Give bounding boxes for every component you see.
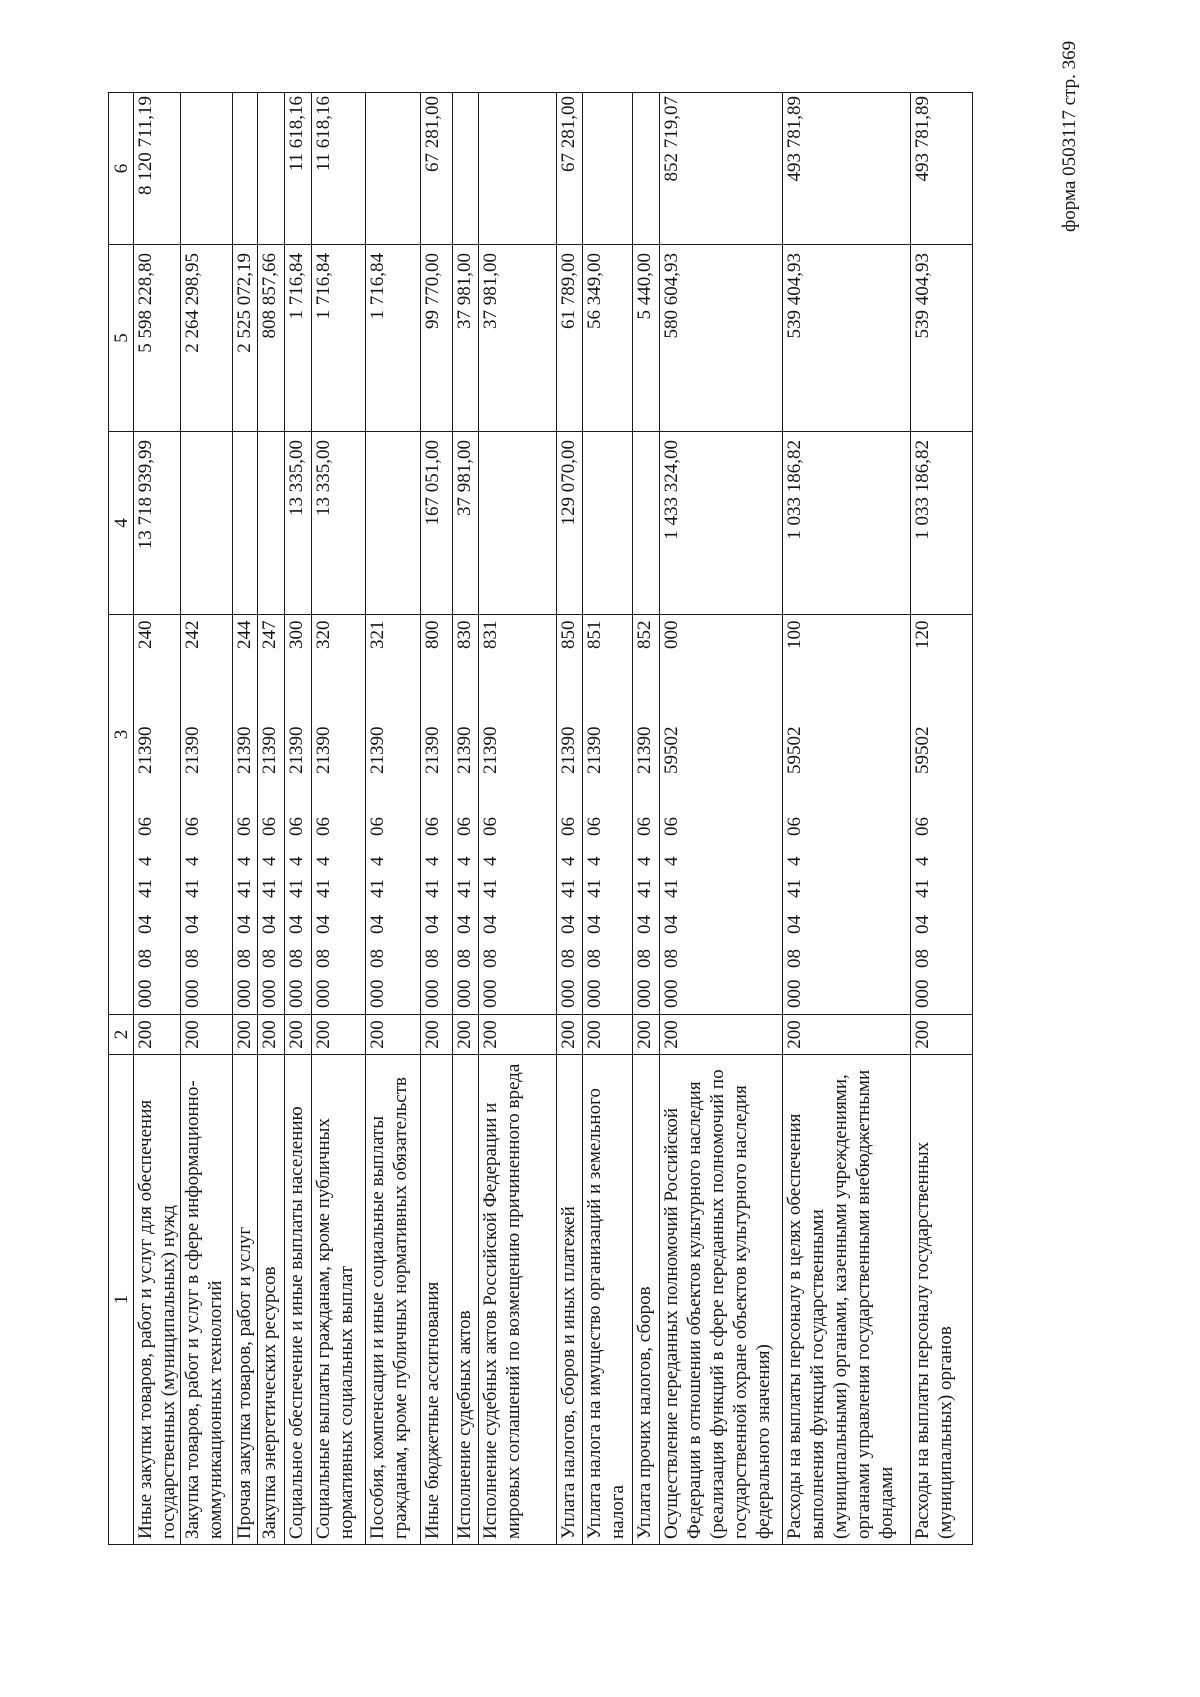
budget-code-part: 41 xyxy=(286,879,307,898)
line-code-cell: 200 xyxy=(366,1015,421,1055)
budget-code-part: 04 xyxy=(135,915,156,934)
col5-amount-cell: 580 604,93 xyxy=(660,245,783,432)
budget-code-part: 41 xyxy=(182,879,203,898)
budget-code-part: 000 xyxy=(558,979,579,1008)
budget-code-part: 21390 xyxy=(454,726,475,774)
col5-amount-cell: 808 857,66 xyxy=(258,245,285,432)
col4-amount-cell xyxy=(233,432,258,615)
col4-amount-cell xyxy=(258,432,285,615)
budget-code-part: 21390 xyxy=(367,726,388,774)
budget-code-part: 04 xyxy=(454,915,475,934)
line-code-cell: 200 xyxy=(181,1015,233,1055)
budget-code-part: 000 xyxy=(454,979,475,1008)
row-name-line: Закупка товаров, работ и услуг в сфере информационно- xyxy=(182,1080,203,1539)
column-number-row xyxy=(109,93,134,1545)
table-row xyxy=(233,93,258,1545)
line-code-cell: 200 xyxy=(258,1015,285,1055)
col5-amount-cell: 2 264 298,95 xyxy=(181,245,233,432)
col5-amount-cell: 1 716,84 xyxy=(285,245,312,432)
budget-code-part: 000 xyxy=(422,979,443,1008)
budget-code-part: 41 xyxy=(584,879,605,898)
budget-code-part: 06 xyxy=(367,817,388,836)
budget-code-part: 06 xyxy=(661,817,682,836)
col6-amount-cell: 67 281,00 xyxy=(557,93,583,245)
budget-code-part: 59502 xyxy=(912,726,933,774)
budget-code-part: 04 xyxy=(422,915,443,934)
col6-amount-cell xyxy=(181,93,233,245)
col4-amount-cell: 1 433 324,00 xyxy=(660,432,783,615)
table-row xyxy=(258,93,285,1545)
budget-code-part: 21390 xyxy=(422,726,443,774)
budget-code-part: 06 xyxy=(422,817,443,836)
budget-code-part: 08 xyxy=(480,949,501,968)
budget-code-part: 04 xyxy=(584,915,605,934)
row-name-line: налога xyxy=(607,1485,628,1539)
line-code-cell: 200 xyxy=(312,1015,366,1055)
col6-amount-cell: 11 618,16 xyxy=(312,93,366,245)
budget-code-cell xyxy=(181,615,233,1015)
table-row xyxy=(583,93,633,1545)
col6-amount-cell: 493 781,89 xyxy=(783,93,911,245)
budget-code-part: 08 xyxy=(558,949,579,968)
col5-amount-cell: 99 770,00 xyxy=(421,245,453,432)
budget-code-cell xyxy=(134,615,181,1015)
budget-code-part: 4 xyxy=(454,856,475,866)
budget-code-cell xyxy=(783,615,911,1015)
row-name-cell xyxy=(660,1055,783,1545)
row-name-cell xyxy=(421,1055,453,1545)
col4-amount-cell xyxy=(583,432,633,615)
budget-code-part: 4 xyxy=(259,856,280,866)
budget-code-cell xyxy=(258,615,285,1015)
budget-code-part: 240 xyxy=(135,620,156,649)
budget-code-part: 852 xyxy=(634,620,655,649)
budget-code-part: 08 xyxy=(634,949,655,968)
row-name-line: Исполнение судебных актов xyxy=(454,1310,475,1539)
row-name-line: Федерации в отношении объектов культурного наследия xyxy=(684,1081,705,1539)
column-number-5: 5 xyxy=(109,245,134,432)
budget-code-part: 06 xyxy=(135,817,156,836)
budget-code-part: 08 xyxy=(784,949,805,968)
col4-amount-cell: 13 718 939,99 xyxy=(134,432,181,615)
col6-amount-cell xyxy=(633,93,660,245)
budget-code-part: 000 xyxy=(912,979,933,1008)
budget-code-cell xyxy=(557,615,583,1015)
column-number-6: 6 xyxy=(109,93,134,245)
budget-code-part: 000 xyxy=(634,979,655,1008)
form-page-label: форма 0503117 стр. 369 xyxy=(1059,40,1080,232)
budget-code-part: 21390 xyxy=(135,726,156,774)
row-name-line: Социальное обеспечение и иные выплаты населению xyxy=(286,1106,307,1539)
col5-amount-cell: 2 525 072,19 xyxy=(233,245,258,432)
line-code-cell: 200 xyxy=(233,1015,258,1055)
budget-code-part: 06 xyxy=(259,817,280,836)
budget-code-cell xyxy=(366,615,421,1015)
col5-amount-cell: 539 404,93 xyxy=(783,245,911,432)
col4-amount-cell: 129 070,00 xyxy=(557,432,583,615)
budget-code-part: 08 xyxy=(313,949,334,968)
table-row xyxy=(285,93,312,1545)
row-name-line: Иные закупки товаров, работ и услуг для обеспечения xyxy=(135,1099,156,1539)
budget-code-part: 21390 xyxy=(558,726,579,774)
table-header xyxy=(109,93,134,1545)
row-name-line: органами управления государственными внебюджетными xyxy=(853,1069,874,1539)
budget-code-part: 41 xyxy=(634,879,655,898)
budget-code-part: 41 xyxy=(784,879,805,898)
row-name-line: выполнения функций государственными xyxy=(807,1209,828,1539)
budget-code-part: 04 xyxy=(558,915,579,934)
budget-code-part: 59502 xyxy=(661,726,682,774)
budget-code-part: 08 xyxy=(259,949,280,968)
row-name-line: (реализация функций в сфере переданных полномочий по xyxy=(707,1069,728,1539)
row-name-cell xyxy=(366,1055,421,1545)
line-code-cell: 200 xyxy=(557,1015,583,1055)
budget-code-part: 000 xyxy=(286,979,307,1008)
col4-amount-cell: 167 051,00 xyxy=(421,432,453,615)
line-code-cell: 200 xyxy=(285,1015,312,1055)
budget-code-part: 06 xyxy=(784,817,805,836)
budget-code-part: 04 xyxy=(313,915,334,934)
budget-code-part: 4 xyxy=(422,856,443,866)
budget-code-part: 04 xyxy=(259,915,280,934)
budget-code-part: 000 xyxy=(480,979,501,1008)
budget-code-part: 120 xyxy=(912,620,933,649)
budget-code-part: 08 xyxy=(912,949,933,968)
budget-code-part: 100 xyxy=(784,620,805,649)
table-row xyxy=(783,93,911,1545)
budget-code-part: 321 xyxy=(367,620,388,649)
budget-code-part: 4 xyxy=(135,856,156,866)
budget-code-part: 000 xyxy=(313,979,334,1008)
table-row xyxy=(181,93,233,1545)
col5-amount-cell: 5 598 228,80 xyxy=(134,245,181,432)
row-name-cell xyxy=(258,1055,285,1545)
budget-code-cell xyxy=(633,615,660,1015)
budget-code-cell xyxy=(479,615,557,1015)
col6-amount-cell: 852 719,07 xyxy=(660,93,783,245)
col5-amount-cell: 5 440,00 xyxy=(633,245,660,432)
budget-code-cell xyxy=(312,615,366,1015)
row-name-line: Расходы на выплаты персоналу государственных xyxy=(912,1141,933,1539)
line-code-cell: 200 xyxy=(583,1015,633,1055)
budget-code-part: 830 xyxy=(454,620,475,649)
budget-code-part: 06 xyxy=(912,817,933,836)
budget-code-part: 242 xyxy=(182,620,203,649)
budget-code-part: 21390 xyxy=(480,726,501,774)
budget-code-cell xyxy=(421,615,453,1015)
table-row xyxy=(312,93,366,1545)
table-row xyxy=(453,93,479,1545)
col5-amount-cell: 37 981,00 xyxy=(479,245,557,432)
budget-code-part: 000 xyxy=(661,620,682,649)
budget-code-part: 41 xyxy=(661,879,682,898)
row-name-line: Уплата налогов, сборов и иных платежей xyxy=(558,1206,579,1539)
col4-amount-cell: 13 335,00 xyxy=(285,432,312,615)
budget-code-part: 06 xyxy=(454,817,475,836)
row-name-cell xyxy=(557,1055,583,1545)
budget-code-part: 04 xyxy=(661,915,682,934)
row-name-cell xyxy=(285,1055,312,1545)
row-name-cell xyxy=(181,1055,233,1545)
budget-code-part: 851 xyxy=(584,620,605,649)
budget-execution-table xyxy=(108,92,973,1545)
row-name-line: Исполнение судебных актов Российской Федерации и xyxy=(480,1102,501,1539)
budget-code-part: 4 xyxy=(367,856,388,866)
row-name-line: Прочая закупка товаров, работ и услуг xyxy=(234,1226,255,1539)
col6-amount-cell: 8 120 711,19 xyxy=(134,93,181,245)
table-row xyxy=(421,93,453,1545)
budget-code-part: 59502 xyxy=(784,726,805,774)
line-code-cell: 200 xyxy=(911,1015,973,1055)
row-name-line: коммуникационных технологий xyxy=(205,1280,226,1539)
budget-code-part: 21390 xyxy=(286,726,307,774)
budget-code-part: 41 xyxy=(313,879,334,898)
budget-code-part: 41 xyxy=(912,879,933,898)
row-name-line: государственной охране объектов культурного наследия xyxy=(730,1085,751,1539)
budget-code-part: 04 xyxy=(480,915,501,934)
col4-amount-cell: 1 033 186,82 xyxy=(783,432,911,615)
budget-code-part: 08 xyxy=(367,949,388,968)
budget-code-part: 41 xyxy=(422,879,443,898)
budget-code-part: 831 xyxy=(480,620,501,649)
row-name-line: нормативных социальных выплат xyxy=(336,1265,357,1539)
col6-amount-cell xyxy=(453,93,479,245)
budget-code-part: 08 xyxy=(286,949,307,968)
budget-code-part: 4 xyxy=(182,856,203,866)
col5-amount-cell: 1 716,84 xyxy=(312,245,366,432)
col4-amount-cell: 1 033 186,82 xyxy=(911,432,973,615)
budget-code-part: 000 xyxy=(182,979,203,1008)
budget-code-part: 4 xyxy=(313,856,334,866)
column-number-3: 3 xyxy=(109,615,134,1015)
budget-code-part: 41 xyxy=(135,879,156,898)
row-name-line: мировых соглашений по возмещению причиненного вреда xyxy=(503,1063,524,1539)
budget-code-part: 4 xyxy=(784,856,805,866)
budget-code-part: 21390 xyxy=(584,726,605,774)
row-name-cell xyxy=(633,1055,660,1545)
budget-code-part: 320 xyxy=(313,620,334,649)
budget-code-part: 06 xyxy=(182,817,203,836)
col6-amount-cell xyxy=(233,93,258,245)
budget-code-part: 247 xyxy=(259,620,280,649)
budget-code-part: 000 xyxy=(584,979,605,1008)
budget-code-part: 21390 xyxy=(182,726,203,774)
budget-code-part: 06 xyxy=(584,817,605,836)
budget-code-part: 800 xyxy=(422,620,443,649)
line-code-cell: 200 xyxy=(453,1015,479,1055)
column-number-2: 2 xyxy=(109,1015,134,1055)
budget-code-part: 300 xyxy=(286,620,307,649)
budget-code-part: 04 xyxy=(286,915,307,934)
budget-code-cell xyxy=(583,615,633,1015)
budget-code-part: 08 xyxy=(234,949,255,968)
budget-code-part: 4 xyxy=(912,856,933,866)
budget-code-part: 21390 xyxy=(259,726,280,774)
row-name-cell xyxy=(583,1055,633,1545)
row-name-line: гражданам, кроме публичных нормативных обязательств xyxy=(390,1077,411,1539)
budget-code-part: 04 xyxy=(182,915,203,934)
col4-amount-cell: 37 981,00 xyxy=(453,432,479,615)
row-name-cell xyxy=(783,1055,911,1545)
row-name-line: Социальные выплаты гражданам, кроме публичных xyxy=(313,1118,334,1539)
budget-code-part: 08 xyxy=(135,949,156,968)
budget-code-part: 06 xyxy=(480,817,501,836)
row-name-line: Уплата прочих налогов, сборов xyxy=(634,1286,655,1539)
budget-code-part: 4 xyxy=(558,856,579,866)
row-name-line: Расходы на выплаты персоналу в целях обеспечения xyxy=(784,1113,805,1539)
line-code-cell: 200 xyxy=(421,1015,453,1055)
line-code-cell: 200 xyxy=(660,1015,783,1055)
col4-amount-cell xyxy=(181,432,233,615)
line-code-cell: 200 xyxy=(134,1015,181,1055)
col4-amount-cell xyxy=(633,432,660,615)
budget-code-part: 000 xyxy=(661,979,682,1008)
line-code-cell: 200 xyxy=(633,1015,660,1055)
budget-code-part: 04 xyxy=(784,915,805,934)
budget-code-part: 21390 xyxy=(313,726,334,774)
table-row xyxy=(134,93,181,1545)
budget-code-part: 850 xyxy=(558,620,579,649)
row-name-cell xyxy=(233,1055,258,1545)
budget-code-cell xyxy=(285,615,312,1015)
budget-code-part: 04 xyxy=(367,915,388,934)
budget-code-part: 04 xyxy=(634,915,655,934)
budget-code-part: 000 xyxy=(259,979,280,1008)
budget-code-cell xyxy=(911,615,973,1015)
budget-code-part: 41 xyxy=(234,879,255,898)
col5-amount-cell: 539 404,93 xyxy=(911,245,973,432)
row-name-line: Закупка энергетических ресурсов xyxy=(259,1266,280,1539)
budget-code-part: 06 xyxy=(313,817,334,836)
table-row xyxy=(911,93,973,1545)
col4-amount-cell xyxy=(366,432,421,615)
row-name-cell xyxy=(911,1055,973,1545)
row-name-line: (муниципальных) органов xyxy=(935,1326,956,1539)
budget-code-part: 4 xyxy=(234,856,255,866)
budget-code-part: 04 xyxy=(912,915,933,934)
row-name-line: Осуществление переданных полномочий Российской xyxy=(661,1107,682,1539)
budget-code-part: 4 xyxy=(286,856,307,866)
table-row xyxy=(557,93,583,1545)
budget-code-part: 4 xyxy=(634,856,655,866)
budget-code-part: 08 xyxy=(584,949,605,968)
line-code-cell: 200 xyxy=(783,1015,911,1055)
table-body xyxy=(134,93,973,1545)
row-name-cell xyxy=(312,1055,366,1545)
budget-code-part: 08 xyxy=(422,949,443,968)
row-name-cell xyxy=(479,1055,557,1545)
col5-amount-cell: 37 981,00 xyxy=(453,245,479,432)
col4-amount-cell: 13 335,00 xyxy=(312,432,366,615)
budget-code-part: 41 xyxy=(558,879,579,898)
budget-code-part: 41 xyxy=(259,879,280,898)
table-row xyxy=(660,93,783,1545)
row-name-line: федерального значения) xyxy=(753,1344,774,1539)
budget-code-part: 000 xyxy=(135,979,156,1008)
budget-code-part: 41 xyxy=(480,879,501,898)
budget-code-part: 08 xyxy=(454,949,475,968)
budget-code-part: 06 xyxy=(234,817,255,836)
row-name-line: Иные бюджетные ассигнования xyxy=(422,1281,443,1539)
table-row xyxy=(633,93,660,1545)
budget-code-part: 08 xyxy=(182,949,203,968)
col5-amount-cell: 61 789,00 xyxy=(557,245,583,432)
table-row xyxy=(479,93,557,1545)
column-number-1: 1 xyxy=(109,1055,134,1545)
col5-amount-cell: 1 716,84 xyxy=(366,245,421,432)
budget-code-part: 000 xyxy=(784,979,805,1008)
budget-code-part: 06 xyxy=(634,817,655,836)
row-name-line: Уплата налога на имущество организаций и земельного xyxy=(584,1088,605,1539)
budget-code-cell xyxy=(660,615,783,1015)
row-name-line: Пособия, компенсации и иные социальные выплаты xyxy=(367,1116,388,1539)
col6-amount-cell: 67 281,00 xyxy=(421,93,453,245)
budget-code-cell xyxy=(453,615,479,1015)
col5-amount-cell: 56 349,00 xyxy=(583,245,633,432)
budget-code-part: 21390 xyxy=(634,726,655,774)
budget-code-part: 41 xyxy=(367,879,388,898)
table-row xyxy=(366,93,421,1545)
budget-code-part: 41 xyxy=(454,879,475,898)
col6-amount-cell xyxy=(366,93,421,245)
col6-amount-cell xyxy=(479,93,557,245)
row-name-cell xyxy=(134,1055,181,1545)
line-code-cell: 200 xyxy=(479,1015,557,1055)
budget-code-part: 06 xyxy=(558,817,579,836)
budget-code-part: 08 xyxy=(661,949,682,968)
row-name-line: фондами xyxy=(876,1466,897,1539)
col6-amount-cell: 11 618,16 xyxy=(285,93,312,245)
row-name-line: (муниципальными) органами, казенными учреждениями, xyxy=(830,1074,851,1539)
col4-amount-cell xyxy=(479,432,557,615)
budget-code-part: 21390 xyxy=(234,726,255,774)
column-number-4: 4 xyxy=(109,432,134,615)
budget-code-part: 000 xyxy=(367,979,388,1008)
row-name-cell xyxy=(453,1055,479,1545)
budget-code-part: 06 xyxy=(286,817,307,836)
col6-amount-cell xyxy=(258,93,285,245)
budget-code-part: 244 xyxy=(234,620,255,649)
row-name-line: государственных (муниципальных) нужд xyxy=(158,1205,179,1539)
budget-code-part: 04 xyxy=(234,915,255,934)
budget-code-part: 4 xyxy=(661,856,682,866)
col6-amount-cell xyxy=(583,93,633,245)
budget-code-cell xyxy=(233,615,258,1015)
budget-code-part: 4 xyxy=(480,856,501,866)
col6-amount-cell: 493 781,89 xyxy=(911,93,973,245)
budget-code-part: 000 xyxy=(234,979,255,1008)
budget-code-part: 4 xyxy=(584,856,605,866)
